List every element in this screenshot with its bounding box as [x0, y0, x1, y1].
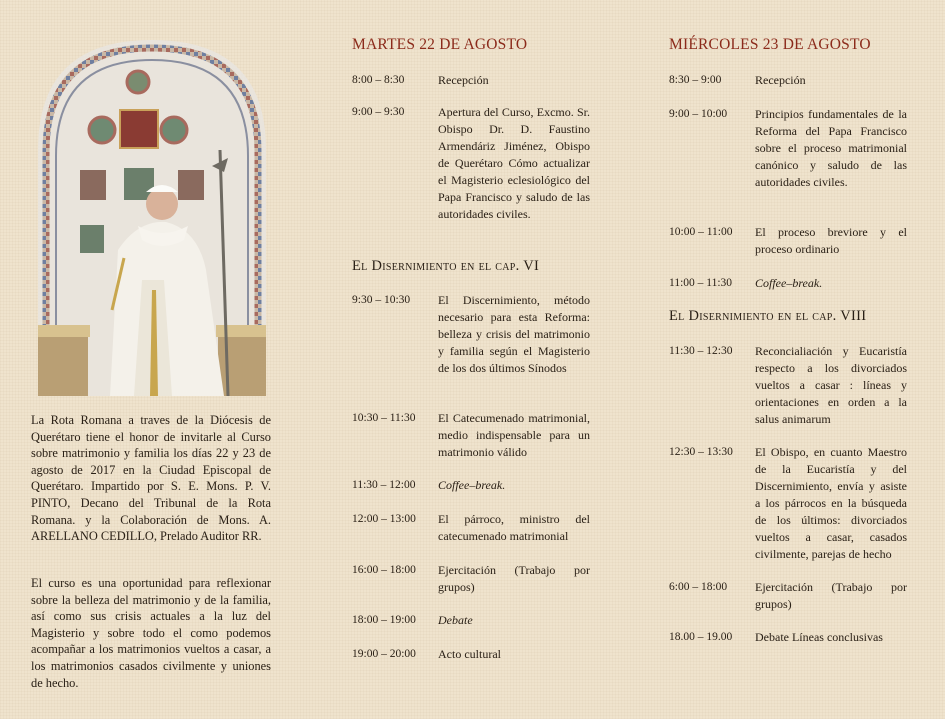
- schedule-item: [669, 343, 907, 428]
- item-time: 8:30 – 9:00: [669, 74, 722, 86]
- intro-paragraph: La Rota Romana a traves de la Diócesis de Querétaro tiene el honor de invitarle al Curso sobre matrimonio y familia los días 22 y 23 de agosto de 2017 en la Ciudad Episcopal de Querétaro. Impartido por S. E. Mons. P. V. PINTO, Decano del Tribunal de la Rota Romana. y la Colaboración de Mons. A. ARELLANO CEDILLO, Prelado Auditor RR.: [31, 413, 271, 544]
- schedule-item: [352, 612, 590, 629]
- schedule-item: [669, 629, 907, 646]
- item-time: 10:00 – 11:00: [669, 226, 733, 238]
- item-desc: Apertura del Curso, Excmo. Sr. Obispo Dr. D. Faustino Armendáriz Jiménez, Obispo de Querétaro Cómo actualizar el Magisterio eclesiológico del Papa Francisco y saludo de las autoridades civiles.: [438, 105, 590, 221]
- item-time: 11:30 – 12:30: [669, 345, 733, 357]
- item-time: 11:00 – 11:30: [669, 277, 733, 289]
- schedule-item: [669, 444, 907, 563]
- schedule-item: [669, 106, 907, 191]
- wednesday-section-title: El Disernimiento en el cap. VIII: [669, 308, 867, 324]
- item-time: 12:00 – 13:00: [352, 513, 416, 525]
- item-time: 8:00 – 8:30: [352, 74, 405, 86]
- tuesday-title: MARTES 22 DE AGOSTO: [352, 36, 528, 53]
- item-time: 18:00 – 19:00: [352, 614, 416, 626]
- schedule-item: [669, 579, 907, 613]
- schedule-item: [669, 72, 907, 89]
- item-desc: El Catecumenado matrimonial, medio indispensable para un matrimonio válido: [438, 411, 590, 459]
- item-time: 12:30 – 13:30: [669, 446, 733, 458]
- item-desc: Reconcialiación y Eucaristía respecto a los divorciados vueltos a casar : líneas y orientaciones en orden a la salus animarum: [755, 344, 907, 426]
- pope-photo: [38, 40, 266, 396]
- item-desc: Ejercitación (Trabajo por grupos): [755, 580, 907, 611]
- tuesday-section-title: El Disernimiento en el cap. VI: [352, 258, 540, 274]
- item-desc: Acto cultural: [438, 647, 501, 661]
- schedule-item: [352, 72, 590, 89]
- item-desc: El Obispo, en cuanto Maestro de la Eucaristía y del Discernimiento, envía y asiste a los párrocos en la búsqueda de los últimos: divorciados vueltos a casar, casados civilmente, parejas de hecho: [755, 445, 907, 561]
- item-desc: Principios fundamentales de la Reforma del Papa Francisco sobre el proceso matrimonial canónico y saludo de las autoridades civiles.: [755, 107, 907, 189]
- schedule-item: [669, 224, 907, 258]
- schedule-item: [352, 410, 590, 461]
- course-description-paragraph: El curso es una oportunidad para reflexionar sobre la belleza del matrimonio y de la familia, así como sus crisis actuales a la luz del Magisterio y sobre todo el como podemos acompañar a los matrimonios vueltos a casar, a los matrimonios casados civilmente y uniones de hecho.: [31, 576, 271, 690]
- item-desc: El párroco, ministro del catecumenado matrimonial: [438, 512, 590, 543]
- item-time: 6:00 – 18:00: [669, 581, 728, 593]
- item-time: 18.00 – 19.00: [669, 631, 733, 643]
- wednesday-title: MIÉRCOLES 23 DE AGOSTO: [669, 36, 871, 53]
- schedule-item: [352, 646, 590, 663]
- item-time: 10:30 – 11:30: [352, 412, 416, 424]
- item-desc: Recepción: [438, 73, 489, 87]
- item-desc: Ejercitación (Trabajo por grupos): [438, 563, 590, 594]
- item-time: 19:00 – 20:00: [352, 648, 416, 660]
- item-desc: Coffee–break.: [755, 276, 823, 290]
- schedule-item: [352, 477, 590, 494]
- item-desc: El proceso breviore y el proceso ordinario: [755, 225, 907, 256]
- item-time: 16:00 – 18:00: [352, 564, 416, 576]
- item-desc: Debate Líneas conclusivas: [755, 630, 883, 644]
- schedule-item: [669, 275, 907, 292]
- item-desc: El Discernimiento, método necesario para esta Reforma: belleza y crisis del matrimonio y familia según el Magisterio de los dos últimos Sínodos: [438, 293, 590, 375]
- schedule-item: [352, 511, 590, 545]
- item-desc: Recepción: [755, 73, 806, 87]
- schedule-item: [352, 104, 590, 223]
- item-desc: Debate: [438, 613, 473, 627]
- schedule-item: [352, 562, 590, 596]
- item-time: 9:00 – 9:30: [352, 106, 405, 118]
- item-time: 9:00 – 10:00: [669, 108, 728, 120]
- item-time: 9:30 – 10:30: [352, 294, 411, 306]
- schedule-item: [352, 292, 590, 377]
- item-desc: Coffee–break.: [438, 478, 506, 492]
- item-time: 11:30 – 12:00: [352, 479, 416, 491]
